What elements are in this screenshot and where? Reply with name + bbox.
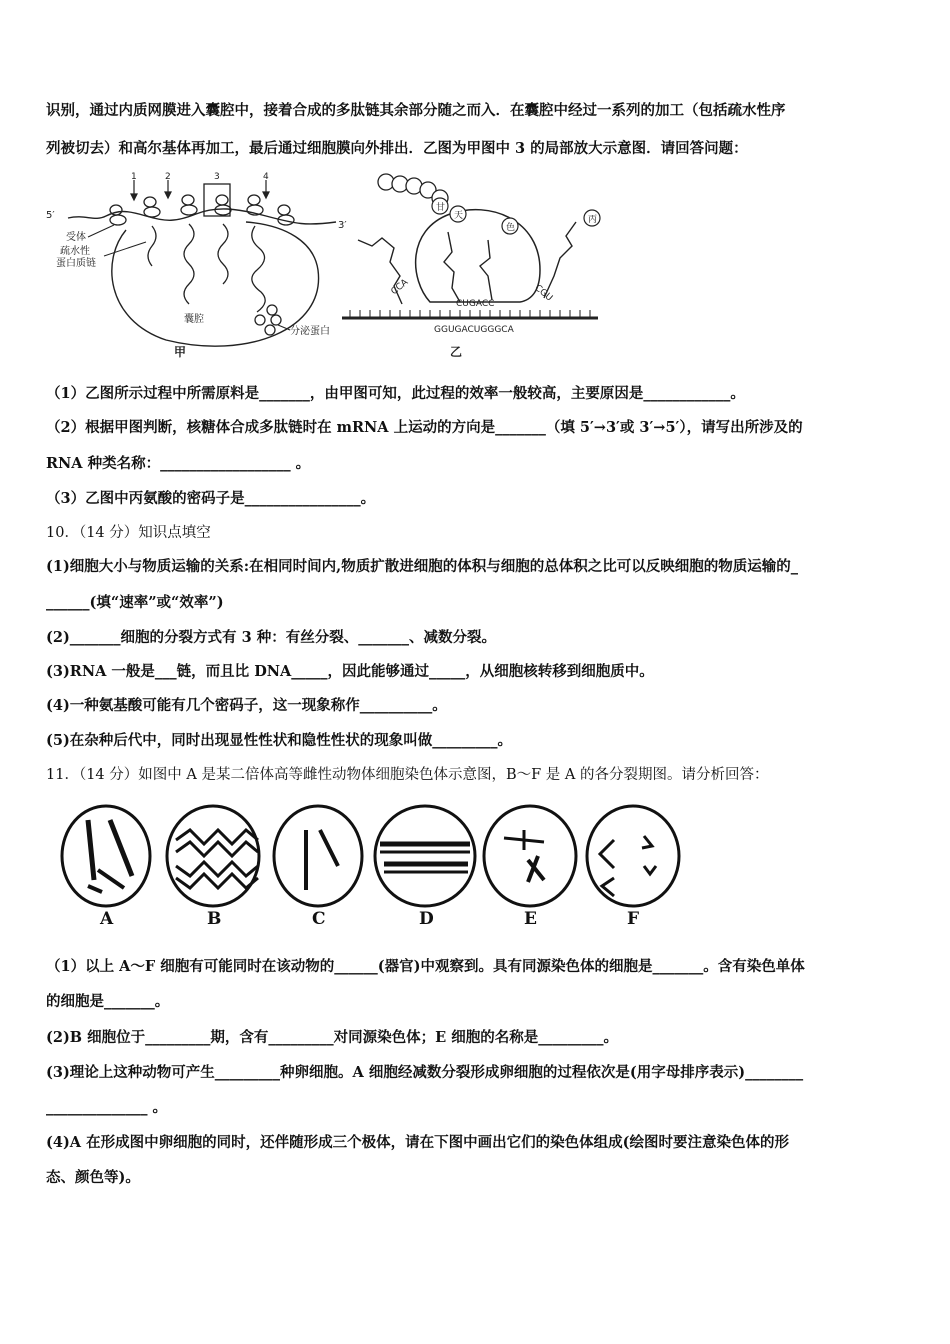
- figure-cells-drawing: [58, 800, 688, 930]
- cell-label-d: D: [419, 909, 434, 929]
- jia-three-prime: 3′: [338, 220, 347, 231]
- cell-label-b: B: [207, 909, 222, 929]
- jia-label-receptor: 受体: [66, 232, 86, 243]
- cell-label-e: E: [524, 909, 537, 929]
- jia-caption: 甲: [174, 345, 187, 359]
- intro-line-1: 识别，通过内质网膜进入囊腔中，接着合成的多肽链其余部分随之而入．在囊腔中经过一系列的加工（包括疏水性序: [46, 102, 786, 119]
- yi-anticodon-mid: CUGACC: [456, 299, 495, 309]
- q11-part-1a: （1）以上 A～F 细胞有可能同时在该动物的______(器官)中观察到。具有同源染色体的细胞是_______。含有染色单体: [46, 958, 805, 975]
- q11-header: 11．（14 分）如图中 A 是某二倍体高等雌性动物体细胞染色体示意图，B～F 是 A 的各分裂期图。请分析回答：: [46, 767, 769, 783]
- yi-anticodon-left: CCA: [389, 277, 411, 298]
- q11-part-3a: (3)理论上这种动物可产生_________种卵细胞。A 细胞经减数分裂形成卵细胞的过程依次是(用字母排序表示)________: [46, 1064, 804, 1081]
- intro-line-2: 列被切去）和高尔基体再加工，最后通过细胞膜向外排出．乙图为甲图中 3 的局部放大示意图．请回答问题：: [46, 140, 748, 157]
- q11-part-2: (2)B 细胞位于_________期，含有_________对同源染色体；E 细胞的名称是_________。: [46, 1029, 618, 1046]
- figure-yi: [340, 170, 602, 360]
- cell-a-outline: [62, 806, 150, 906]
- jia-label-lumen: 囊腔: [184, 314, 204, 325]
- yi-amino-tian: 天: [454, 211, 464, 221]
- jia-five-prime: 5′: [46, 210, 55, 221]
- figure-jia: [46, 170, 351, 360]
- jia-label-hydrophobic-2: 蛋白质链: [56, 258, 96, 269]
- q11-part-1b: 的细胞是_______。: [46, 993, 170, 1010]
- cell-label-c: C: [312, 909, 326, 929]
- jia-label-secretory: 分泌蛋白: [290, 326, 330, 337]
- cell-e-outline: [484, 806, 576, 906]
- cell-b-outline: [167, 806, 259, 906]
- jia-label-hydrophobic-1: 疏水性: [60, 246, 90, 257]
- q10-part-3: (3)RNA 一般是___链，而且比 DNA_____，因此能够通过_____，从细胞核转移到细胞质中。: [46, 663, 654, 680]
- q11-part-4a: (4)A 在形成图中卵细胞的同时，还伴随形成三个极体，请在下图中画出它们的染色体组成(绘图时要注意染色体的形: [46, 1134, 789, 1151]
- yi-amino-se: 色: [506, 223, 516, 233]
- yi-amino-bing: 丙: [588, 215, 598, 225]
- figure-cells: [58, 800, 688, 930]
- q9-part-2a: （2）根据甲图判断，核糖体合成多肽链时在 mRNA 上运动的方向是_______（填 5′→3′或 3′→5′），请写出所涉及的: [46, 419, 803, 436]
- jia-number-3: 3: [214, 172, 220, 182]
- q10-part-2: (2)_______细胞的分裂方式有 3 种：有丝分裂、_______、减数分裂。: [46, 629, 496, 646]
- cell-label-a: A: [100, 909, 114, 929]
- jia-number-2: 2: [165, 172, 171, 182]
- q9-part-3: （3）乙图中丙氨酸的密码子是________________。: [46, 490, 376, 507]
- jia-number-1: 1: [131, 172, 137, 182]
- q10-part-1b: ______(填“速率”或“效率”): [46, 594, 224, 611]
- figure-yi-drawing: [340, 170, 602, 360]
- q10-header: 10．（14 分）知识点填空: [46, 525, 211, 541]
- q11-part-3b: ______________ 。: [46, 1099, 168, 1116]
- jia-number-4: 4: [263, 172, 269, 182]
- q10-part-4: (4)一种氨基酸可能有几个密码子，这一现象称作__________。: [46, 697, 447, 714]
- yi-caption: 乙: [450, 345, 463, 359]
- cell-c-outline: [274, 806, 362, 906]
- cell-label-f: F: [627, 909, 640, 929]
- q9-part-2b: RNA 种类名称：__________________ 。: [46, 455, 311, 472]
- figure-jia-drawing: [46, 170, 351, 360]
- q10-part-1a: (1)细胞大小与物质运输的关系:在相同时间内,物质扩散进细胞的体积与细胞的总体积之比可以反映细胞的物质运输的_: [46, 558, 798, 575]
- cell-d-outline: [375, 806, 475, 906]
- q9-part-1: （1）乙图所示过程中所需原料是_______，由甲图可知，此过程的效率一般较高，主要原因是____________。: [46, 385, 745, 402]
- yi-anticodon-right: CGU: [532, 283, 555, 304]
- q10-part-5: (5)在杂种后代中，同时出现显性性状和隐性性状的现象叫做_________。: [46, 732, 513, 749]
- q11-part-4b: 态、颜色等)。: [46, 1169, 140, 1186]
- yi-amino-gan: 甘: [436, 203, 446, 213]
- yi-mrna-sequence: GGUGACUGGGCA: [434, 325, 514, 335]
